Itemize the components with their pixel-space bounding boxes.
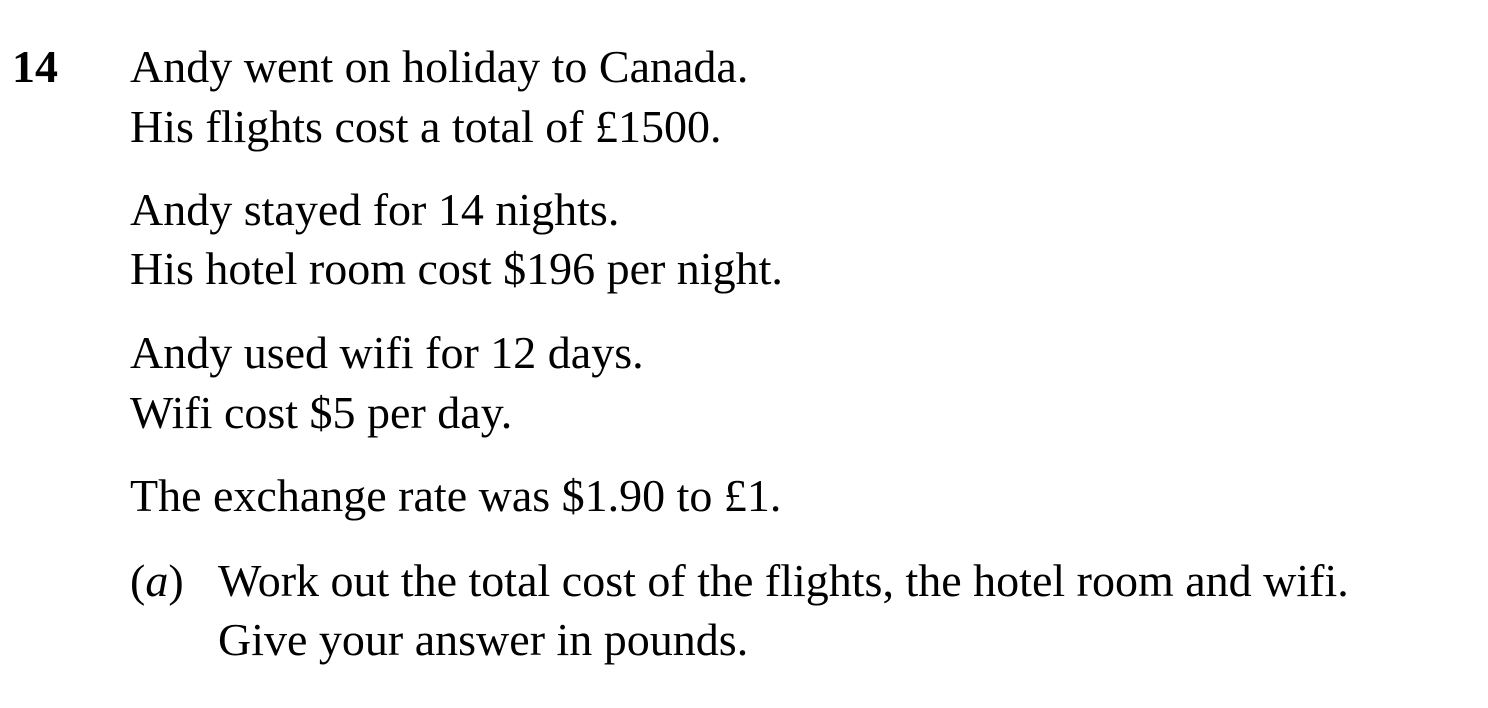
- part-label-close: ): [168, 555, 184, 606]
- statement-line: The exchange rate was $1.90 to £1.: [130, 470, 782, 521]
- statement-line: His hotel room cost $196 per night.: [130, 243, 783, 294]
- part-label: [130, 552, 184, 610]
- part-label-open: (: [130, 555, 146, 606]
- statement-line: Wifi cost $5 per day.: [130, 387, 513, 438]
- statement-line: Andy stayed for 14 nights.: [130, 184, 620, 235]
- statement-line: Andy used wifi for 12 days.: [130, 327, 644, 378]
- part-letter: a: [145, 555, 169, 606]
- statement-line: Andy went on holiday to Canada.: [130, 41, 749, 92]
- part-instruction-line: Give your answer in pounds.: [218, 614, 749, 665]
- statement-line: His flights cost a total of £1500.: [130, 101, 722, 152]
- question-number: 14: [12, 41, 58, 92]
- part-instruction-line: Work out the total cost of the flights, the hotel room and wifi.: [218, 555, 1349, 606]
